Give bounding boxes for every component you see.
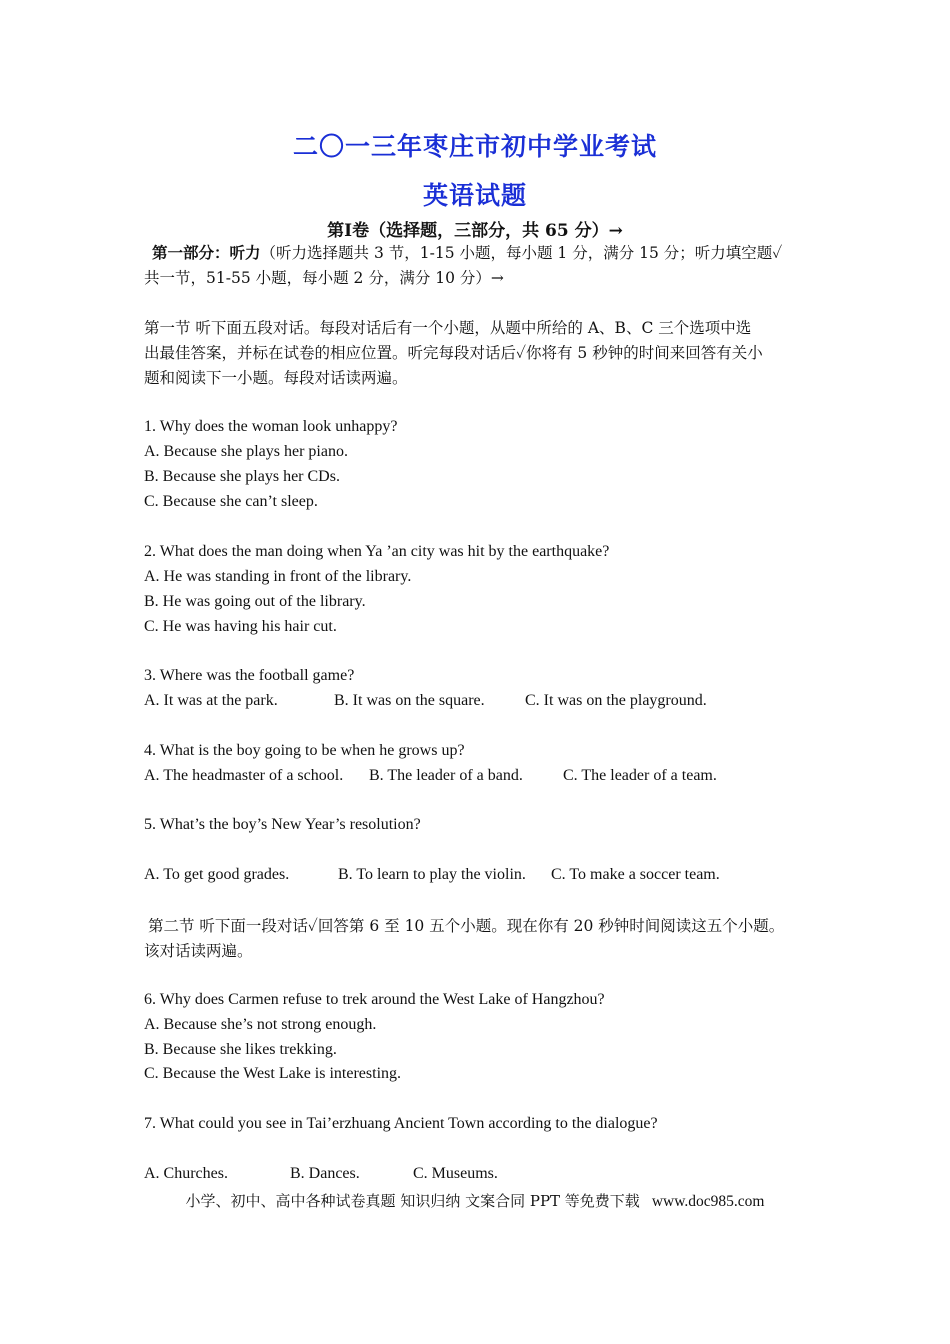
q3-option-c: C. It was on the playground. [525, 692, 707, 709]
q2-question: 2. What does the man doing when Ya ’an city was hit by the earthquake? [144, 543, 610, 560]
q6-option-a: A. Because she’s not strong enough. [144, 1016, 377, 1033]
q1-option-b: B. Because she plays her CDs. [144, 468, 340, 485]
volume-heading: 第Ⅰ卷（选择题，三部分，共 65 分）→ [327, 221, 623, 241]
part1-desc-line1: （听力选择题共 3 节，1-15 小题，每小题 1 分，满分 15 分；听力填空题✓ [260, 244, 783, 262]
q7-question: 7. What could you see in Tai’erzhuang Ancient Town according to the dialogue? [144, 1115, 658, 1132]
q2-option-b: B. He was going out of the library. [144, 593, 366, 610]
page-footer [0, 1190, 950, 1211]
q4-option-b: B. The leader of a band. [369, 767, 523, 784]
section1-instructions-line1: 第一节 听下面五段对话。每段对话后有一个小题，从题中所给的 A、B、C 三个选项中选 [144, 319, 752, 337]
q6-question: 6. Why does Carmen refuse to trek around the West Lake of Hangzhou? [144, 991, 605, 1008]
q1-option-a: A. Because she plays her piano. [144, 443, 348, 460]
q3-question: 3. Where was the football game? [144, 667, 355, 684]
q5-options [144, 865, 720, 885]
footer-text: 小学、初中、高中各种试卷真题 知识归纳 文案合同 PPT 等免费下载 [185, 1192, 640, 1210]
part1-desc-line2: 共一节，51-55 小题，每小题 2 分，满分 10 分）→ [144, 269, 504, 287]
q7-option-c: C. Museums. [413, 1165, 498, 1182]
part1-intro-line1 [152, 243, 782, 263]
exam-title: 二〇一三年枣庄市初中学业考试 [292, 132, 657, 161]
q4-options [144, 766, 717, 786]
q2-option-c: C. He was having his hair cut. [144, 618, 337, 635]
q1-option-c: C. Because she can’t sleep. [144, 493, 318, 510]
q7-option-b: B. Dances. [290, 1165, 360, 1182]
q5-option-b: B. To learn to play the violin. [338, 866, 526, 883]
q1-question: 1. Why does the woman look unhappy? [144, 418, 398, 435]
section2-instructions-line2: 该对话读两遍。 [144, 942, 253, 960]
exam-subtitle: 英语试题 [422, 181, 527, 210]
q4-option-a: A. The headmaster of a school. [144, 767, 344, 784]
q2-option-a: A. He was standing in front of the library. [144, 568, 412, 585]
q7-options [144, 1164, 498, 1184]
section1-instructions-line3: 题和阅读下一小题。每段对话读两遍。 [144, 369, 408, 387]
q5-option-c: C. To make a soccer team. [551, 866, 720, 883]
q4-question: 4. What is the boy going to be when he grows up? [144, 742, 465, 759]
q6-option-c: C. Because the West Lake is interesting. [144, 1065, 402, 1082]
q4-option-c: C. The leader of a team. [563, 767, 717, 784]
section2-instructions-line1: 第二节 听下面一段对话✓回答第 6 至 10 五个小题。现在你有 20 秒钟时间阅读这五个小题。 [148, 917, 785, 935]
part1-label: 第一部分：听力 [152, 243, 261, 262]
q3-option-a: A. It was at the park. [144, 692, 278, 709]
footer-url[interactable]: www.doc985.com [651, 1193, 765, 1210]
q5-option-a: A. To get good grades. [144, 866, 290, 883]
q7-option-a: A. Churches. [144, 1165, 228, 1182]
q3-options [144, 691, 707, 711]
section1-instructions-line2: 出最佳答案，并标在试卷的相应位置。听完每段对话后✓你将有 5 秒钟的时间来回答有关小 [144, 344, 763, 362]
q6-option-b: B. Because she likes trekking. [144, 1041, 337, 1058]
q5-question: 5. What’s the boy’s New Year’s resolution? [144, 816, 421, 833]
q3-option-b: B. It was on the square. [334, 692, 485, 709]
